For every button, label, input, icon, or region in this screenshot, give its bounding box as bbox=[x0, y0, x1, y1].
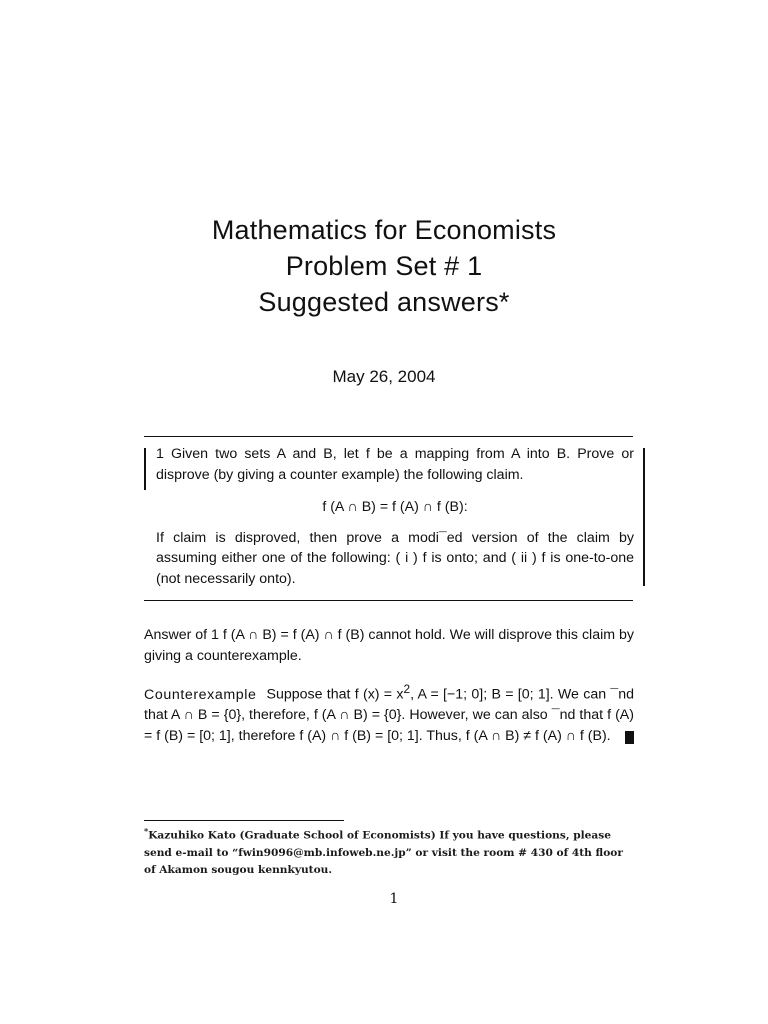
counterexample-text-a: Suppose that f (x) = x bbox=[266, 686, 404, 703]
page-number: 1 bbox=[389, 891, 399, 907]
footnote-mark: * bbox=[144, 826, 149, 836]
problem-text: 1 Given two sets A and B, let f be a mapping from A into B. Prove or disprove (by giving a counter example) the following claim. bbox=[156, 446, 634, 483]
footnote-rule bbox=[144, 820, 344, 821]
problem-box-right-bar bbox=[643, 448, 645, 586]
problem-box-bottom-rule bbox=[144, 600, 633, 601]
counterexample-paragraph bbox=[144, 679, 634, 746]
problem-statement bbox=[156, 444, 634, 589]
qed-square-icon bbox=[625, 731, 634, 744]
document-title bbox=[0, 212, 768, 320]
document-date: May 26, 2004 bbox=[332, 367, 436, 386]
counterexample-text-b: , A = [−1; 0]; B = [0; 1]. We can ¯nd that A ∩ B = {0}, therefore, f (A ∩ B) = {0}. However, we can also ¯nd that f (A) = f (B) = [0; 1], therefore f (A) ∩ f (B) = [0; 1]. Thus, f (A ∩ B) ≠ f (A) ∩ f (B). bbox=[144, 686, 634, 744]
footnote-text: Kazuhiko Kato (Graduate School of Economists) If you have questions, please send e-mail to “fwin9096@mb.infoweb.ne.jp” or visit the room # 430 of 4th floor of Akamon sougou kennkyutou. bbox=[144, 829, 623, 876]
title-line-1: Mathematics for Economists bbox=[211, 215, 557, 245]
problem-modification-text: If claim is disproved, then prove a modi¯ed version of the claim by assuming either one of the following: ( i ) f is onto; and ( ii ) f is one-to-one (not necessarily onto). bbox=[156, 529, 634, 587]
answer-paragraph: Answer of 1 f (A ∩ B) = f (A) ∩ f (B) cannot hold. We will disprove this claim by giving a counterexample. bbox=[144, 627, 634, 664]
footnote bbox=[144, 823, 634, 879]
counterexample-exponent: 2 bbox=[403, 682, 411, 696]
title-line-2: Problem Set # 1 bbox=[285, 251, 483, 281]
problem-box-top-rule bbox=[144, 436, 633, 437]
title-line-3: Suggested answers* bbox=[258, 287, 510, 317]
problem-box-left-bar bbox=[144, 448, 146, 490]
counterexample-label: Counterexample bbox=[144, 686, 257, 703]
answer-section bbox=[144, 625, 634, 759]
problem-equation: f (A ∩ B) = f (A) ∩ f (B): bbox=[322, 499, 468, 515]
